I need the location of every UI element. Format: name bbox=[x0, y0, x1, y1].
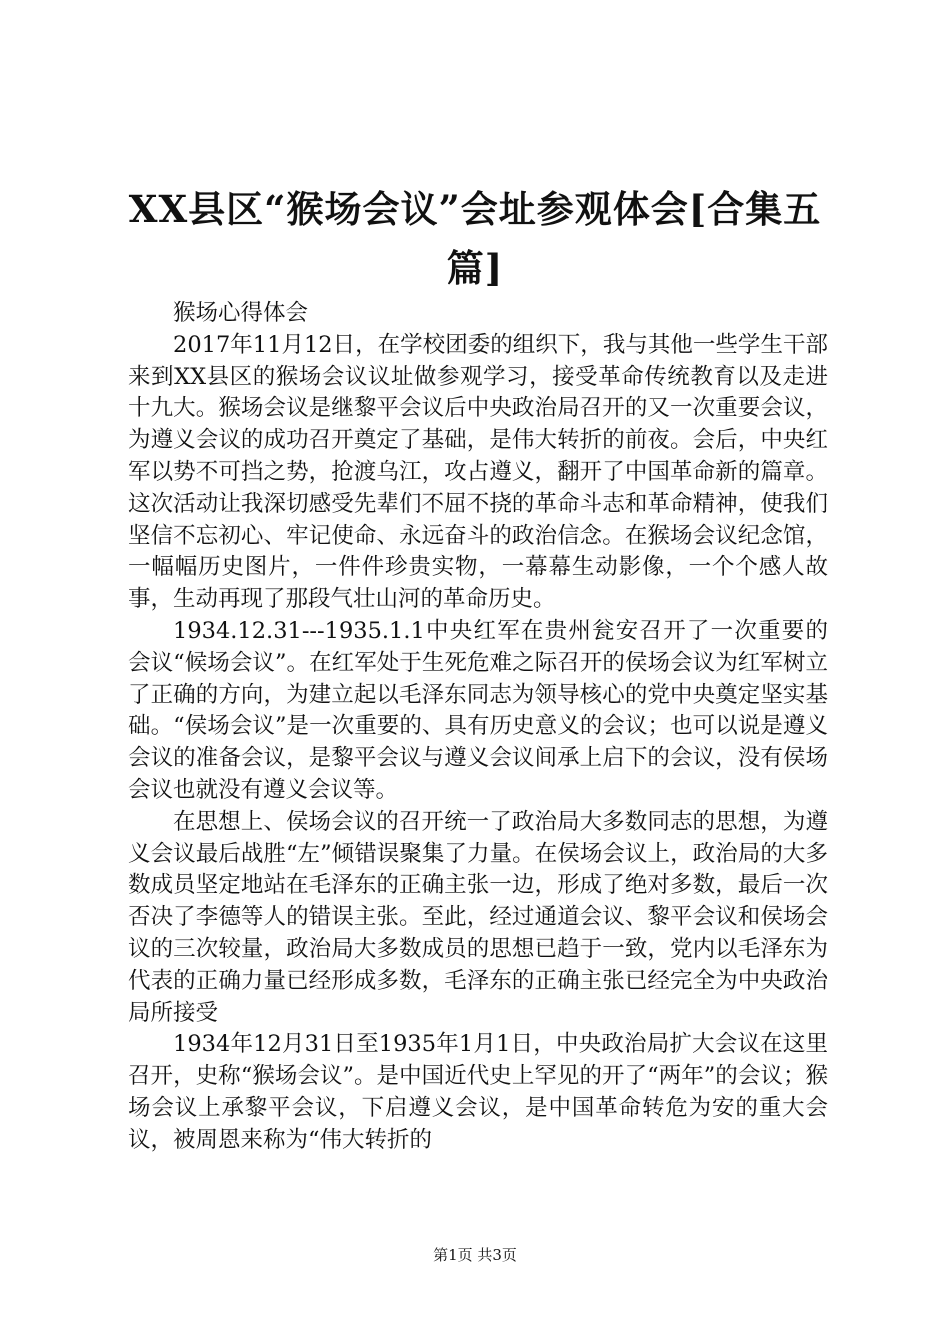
page-number-footer: 第1页 共3页 bbox=[433, 1246, 517, 1264]
body-paragraph: 2017年11月12日，在学校团委的组织下，我与其他一些学生干部来到XX县区的猴场会议议址做参观学习，接受革命传统教育以及走进十九大。猴场会议是继黎平会议后中央政治局召开的又一次重要会议，为遵义会议的成功召开奠定了基础，是伟大转折的前夜。会后，中央红军以势不可挡之势，抢渡乌江，攻占遵义，翻开了中国革命新的篇章。这次活动让我深切感受先辈们不屈不挠的革命斗志和革命精神，使我们坚信不忘初心、牢记使命、永远奋斗的政治信念。在猴场会议纪念馆，一幅幅历史图片，一件件珍贵实物，一幕幕生动影像，一个个感人故事，生动再现了那段气壮山河的革命历史。 bbox=[128, 331, 828, 613]
document-body bbox=[128, 298, 828, 1157]
body-paragraph: 1934.12.31---1935.1.1中央红军在贵州瓮安召开了一次重要的会议“候场会议”。在红军处于生死危难之际召开的侯场会议为红军树立了正确的方向，为建立起以毛泽东同志为领导核心的党中央奠定坚实基础。“侯场会议”是一次重要的、具有历史意义的会议；也可以说是遵义会议的准备会议，是黎平会议与遵义会议间承上启下的会议，没有侯场会议也就没有遵义会议等。 bbox=[128, 617, 828, 803]
document-title: XX县区“猴场会议”会址参观体会[合集五篇] bbox=[128, 187, 822, 290]
body-paragraph: 1934年12月31日至1935年1月1日，中央政治局扩大会议在这里召开，史称“猴场会议”。是中国近代史上罕见的开了“两年”的会议；猴场会议上承黎平会议，下启遵义会议，是中国革命转危为安的重大会议，被周恩来称为“伟大转折的 bbox=[128, 1031, 828, 1153]
body-paragraph: 在思想上、侯场会议的召开统一了政治局大多数同志的思想，为遵义会议最后战胜“左”倾错误聚集了力量。在侯场会议上，政治局的大多数成员坚定地站在毛泽东的正确主张一边，形成了绝对多数，最后一次否决了李德等人的错误主张。至此，经过通道会议、黎平会议和侯场会议的三次较量，政治局大多数成员的思想已趋于一致，党内以毛泽东为代表的正确力量已经形成多数，毛泽东的正确主张已经完全为中央政治局所接受 bbox=[128, 808, 828, 1026]
section-heading: 猴场心得体会 bbox=[173, 300, 309, 326]
